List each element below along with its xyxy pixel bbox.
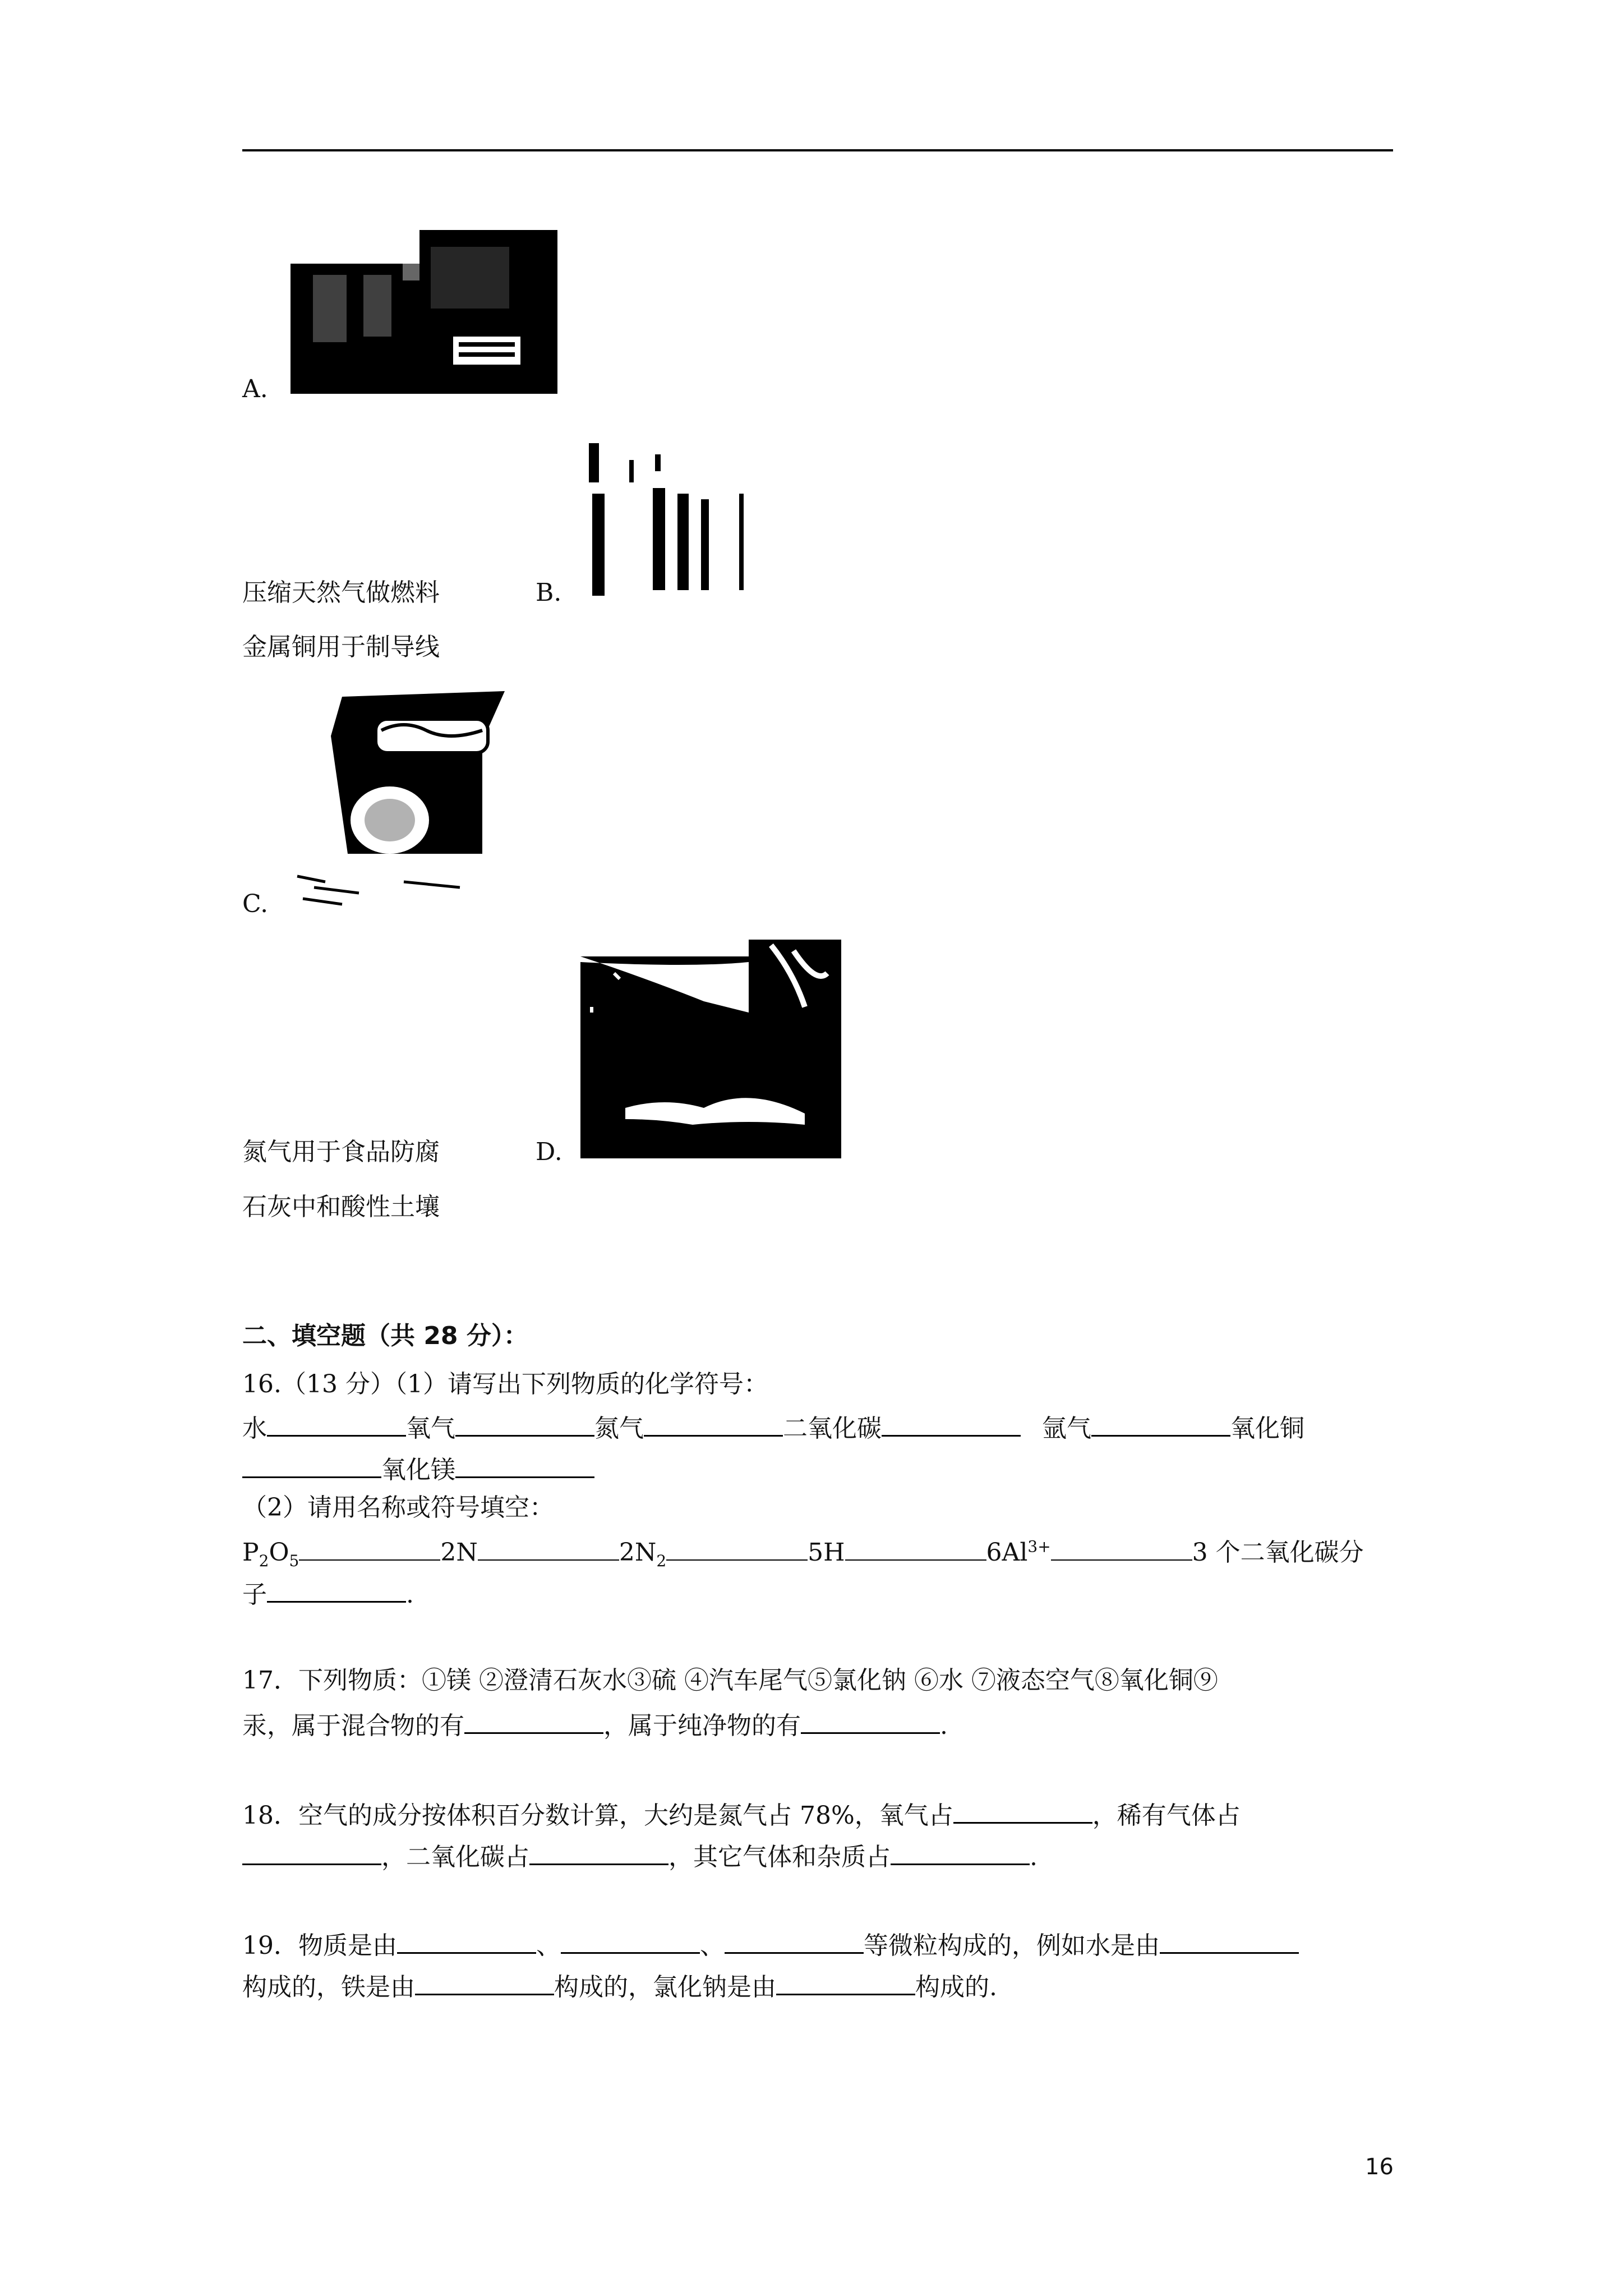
q16-symbols-row: $P_2O_5$ 2N $2N_2$ 5H $6Al^{3+}$ 3 个二氧化碳分 <box>242 1537 1364 1570</box>
bus-image <box>291 224 557 394</box>
food-package-image <box>292 685 505 909</box>
answer-blank[interactable] <box>267 1579 406 1603</box>
answer-blank[interactable] <box>529 1841 668 1865</box>
page-number: 16 <box>1365 2154 1394 2180</box>
option-d-text: 石灰中和酸性土壤 <box>242 1193 440 1221</box>
answer-blank[interactable] <box>242 1454 381 1478</box>
q16-head: 16.（13 分）（1）请写出下列物质的化学符号： <box>242 1370 768 1398</box>
copper-wire-image <box>589 443 746 596</box>
q16-row1: 水 氧气 氮气 二氧化碳 氩气 氧化铜 <box>242 1412 1304 1441</box>
q17-line1: 17．下列物质：①镁 ②澄清石灰水③硫 ④汽车尾气⑤氯化钠 ⑥水 ⑦液态空气⑧氧化铜⑨ <box>242 1666 1218 1695</box>
option-c-text: 氮气用于食品防腐 <box>242 1138 440 1166</box>
answer-blank[interactable] <box>953 1800 1092 1824</box>
answer-blank[interactable] <box>455 1454 594 1478</box>
answer-blank[interactable] <box>415 1971 554 1995</box>
answer-blank[interactable] <box>478 1537 619 1561</box>
answer-blank[interactable] <box>299 1537 440 1561</box>
answer-blank[interactable] <box>845 1537 986 1561</box>
section-title: 二、填空题（共 28 分）： <box>242 1322 528 1350</box>
answer-blank[interactable] <box>464 1710 603 1734</box>
answer-blank[interactable] <box>666 1537 808 1561</box>
option-a-text: 压缩天然气做燃料 <box>242 578 440 607</box>
answer-blank[interactable] <box>1091 1412 1230 1437</box>
q18-line1: 18．空气的成分按体积百分数计算，大约是氮气占 78%，氧气占 ，稀有气体占 <box>242 1800 1241 1828</box>
option-b-text: 金属铜用于制导线 <box>242 633 440 661</box>
q17-line2: 汞，属于混合物的有 ，属于纯净物的有 . <box>242 1710 948 1738</box>
answer-blank[interactable] <box>644 1412 783 1437</box>
q16-sub2: （2）请用名称或符号填空： <box>242 1493 554 1522</box>
answer-blank[interactable] <box>1160 1930 1299 1954</box>
answer-blank[interactable] <box>561 1930 700 1954</box>
answer-blank[interactable] <box>455 1412 594 1437</box>
answer-blank[interactable] <box>267 1412 406 1437</box>
header-rule <box>242 149 1393 151</box>
option-d-label: D. <box>536 1138 562 1166</box>
answer-blank[interactable] <box>891 1841 1030 1865</box>
landscape-image <box>580 940 841 1158</box>
answer-blank[interactable] <box>882 1412 1021 1437</box>
answer-blank[interactable] <box>776 1971 915 1995</box>
answer-blank[interactable] <box>1051 1537 1192 1561</box>
q19-line1: 19．物质是由 、 、 等微粒构成的，例如水是由 <box>242 1930 1299 1958</box>
answer-blank[interactable] <box>801 1710 940 1734</box>
q19-line2: 构成的，铁是由 构成的，氯化钠是由 构成的. <box>242 1971 997 2000</box>
answer-blank[interactable] <box>725 1930 864 1954</box>
option-c-label: C. <box>242 890 269 918</box>
option-b-label: B. <box>536 578 562 607</box>
q16-symbols-cont: 子 . <box>242 1579 414 1607</box>
option-a-label: A. <box>242 375 268 403</box>
answer-blank[interactable] <box>242 1841 381 1865</box>
q18-line2: ，二氧化碳占 ，其它气体和杂质占 . <box>242 1841 1038 1870</box>
answer-blank[interactable] <box>397 1930 536 1954</box>
q16-row2: 氧化镁 <box>242 1454 594 1483</box>
